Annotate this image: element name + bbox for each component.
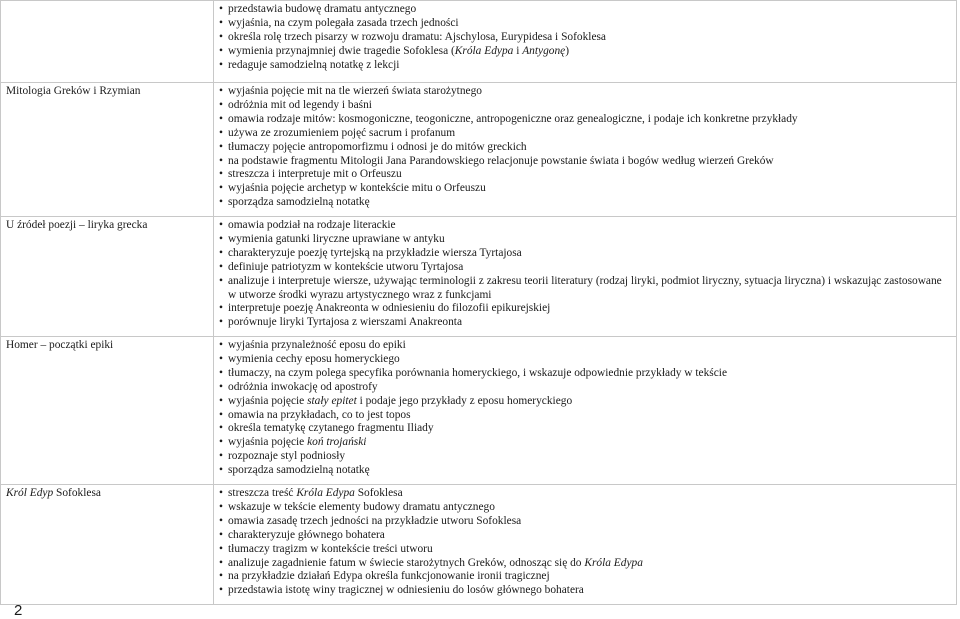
text-run: sporządza samodzielną notatkę (228, 196, 370, 209)
list-item (219, 543, 952, 557)
text-run: wymienia cechy eposu homeryckiego (228, 352, 400, 365)
table-row (1, 337, 957, 485)
text-run: tłumaczy pojęcie antropomorfizmu i odnosi je do mitów greckich (228, 140, 527, 153)
text-run: na podstawie fragmentu Mitologii Jana Parandowskiego relacjonuje powstanie świata i bogów według wierzeń Greków (228, 154, 774, 167)
italic-text: koń trojański (307, 436, 367, 449)
text-run: streszcza i interpretuje mit o Orfeuszu (228, 168, 402, 181)
list-item (219, 464, 952, 478)
list-item (219, 367, 952, 381)
text-run: omawia na przykładach, co to jest topos (228, 408, 411, 421)
text-run: i podaje jego przykłady z eposu homeryckiego (356, 394, 573, 407)
topic-cell (1, 337, 214, 485)
text-run: streszcza treść (228, 487, 297, 499)
text-run: redaguje samodzielną notatkę z lekcji (228, 58, 400, 71)
list-item (219, 515, 952, 529)
text-run: wymienia przynajmniej dwie tragedie Sofoklesa ( (228, 44, 455, 57)
list-item (219, 155, 952, 169)
topic-cell (1, 1, 214, 83)
text-run: wyjaśnia pojęcie archetyp w kontekście mitu o Orfeuszu (228, 182, 486, 195)
topic-cell (1, 485, 214, 605)
requirements-cell (214, 83, 957, 217)
list-item (219, 3, 952, 17)
text-run: Homer – początki epiki (6, 339, 114, 351)
list-item (219, 339, 952, 353)
text-run: analizuje i interpretuje wiersze, używając terminologii z zakresu teorii literatury (rodzaj liryki, podmiot liryczny, sytuacja liryczna) i wskazując zastosowane w utworze środki wyrazu artystycznego wraz z funkcjami (228, 274, 942, 301)
list-item (219, 99, 952, 113)
list-item (219, 395, 952, 409)
requirements-list (219, 3, 952, 73)
topic-cell (1, 217, 214, 337)
italic-text: Król Edyp (6, 487, 54, 499)
text-run: wyjaśnia pojęcie mit na tle wierzeń świata starożytnego (228, 85, 482, 97)
text-run: Sofoklesa (354, 487, 403, 499)
italic-text: Antygonę (522, 44, 566, 57)
list-item (219, 436, 952, 450)
text-run: określa rolę trzech pisarzy w rozwoju dramatu: Ajschylosa, Eurypidesa i Sofoklesa (228, 30, 606, 43)
text-run: charakteryzuje głównego bohatera (228, 528, 385, 541)
list-item (219, 127, 952, 141)
list-item (219, 219, 952, 233)
list-item (219, 168, 952, 182)
text-run: definiuje patriotyzm w kontekście utworu Tyrtajosa (228, 260, 464, 273)
text-run: ) (565, 44, 570, 57)
list-item (219, 17, 952, 31)
italic-text: Króla Edypa (296, 487, 355, 499)
list-item (219, 570, 952, 584)
list-item (219, 196, 952, 210)
text-run: przedstawia istotę winy tragicznej w odniesieniu do losów głównego bohatera (228, 584, 584, 597)
list-item (219, 275, 952, 303)
requirements-list (219, 85, 952, 210)
italic-text: Króla Edypa (454, 44, 514, 57)
italic-text: Króla Edypa (584, 556, 643, 569)
text-run: omawia rodzaje mitów: kosmogoniczne, teogoniczne, antropogeniczne oraz genealogiczne, i podaje ich konkretne przykłady (228, 112, 798, 125)
list-item (219, 409, 952, 423)
text-run: na przykładzie działań Edypa określa funkcjonowanie ironii tragicznej (228, 570, 550, 583)
list-item (219, 302, 952, 316)
list-item (219, 501, 952, 515)
list-item (219, 381, 952, 395)
requirements-list (219, 219, 952, 330)
text-run: U źródeł poezji – liryka grecka (6, 219, 148, 231)
text-run: interpretuje poezję Anakreonta w odniesieniu do filozofii epikurejskiej (228, 302, 551, 315)
list-item (219, 353, 952, 367)
text-run: przedstawia budowę dramatu antycznego (228, 3, 417, 15)
text-run: wskazuje w tekście elementy budowy dramatu antycznego (228, 500, 495, 513)
text-run: określa tematykę czytanego fragmentu Iliady (228, 422, 434, 435)
text-run: wyjaśnia pojęcie (228, 436, 308, 449)
requirements-list (219, 487, 952, 598)
text-run: odróżnia inwokację od apostrofy (228, 380, 378, 393)
table-row (1, 217, 957, 337)
text-run: tłumaczy, na czym polega specyfika porównania homeryckiego, i wskazuje odpowiednie przykłady w tekście (228, 366, 728, 379)
list-item (219, 529, 952, 543)
text-run: wyjaśnia pojęcie (228, 394, 308, 407)
text-run: omawia podział na rodzaje literackie (228, 219, 396, 231)
text-run: i (513, 44, 523, 57)
list-item (219, 113, 952, 127)
table-row (1, 485, 957, 605)
requirements-list (219, 339, 952, 478)
list-item (219, 450, 952, 464)
text-run: odróżnia mit od legendy i baśni (228, 98, 372, 111)
list-item (219, 557, 952, 571)
text-run: rozpoznaje styl podniosły (228, 450, 346, 463)
list-item (219, 261, 952, 275)
requirements-cell (214, 337, 957, 485)
text-run: sporządza samodzielną notatkę (228, 464, 370, 477)
list-item (219, 59, 952, 73)
text-run: Sofoklesa (53, 487, 101, 499)
italic-text: stały epitet (307, 394, 357, 407)
list-item (219, 487, 952, 501)
list-item (219, 233, 952, 247)
text-run: wyjaśnia, na czym polegała zasada trzech jedności (228, 16, 459, 29)
text-run: Mitologia Greków i Rzymian (6, 85, 141, 97)
table-row (1, 1, 957, 83)
text-run: wyjaśnia przynależność eposu do epiki (228, 339, 406, 351)
list-item (219, 45, 952, 59)
table-row (1, 83, 957, 217)
list-item (219, 247, 952, 261)
list-item (219, 141, 952, 155)
requirements-cell (214, 217, 957, 337)
text-run: używa ze zrozumieniem pojęć sacrum i profanum (228, 126, 456, 139)
topic-cell (1, 83, 214, 217)
list-item (219, 316, 952, 330)
text-run: porównuje liryki Tyrtajosa z wierszami Anakreonta (228, 316, 463, 329)
list-item (219, 85, 952, 99)
text-run: wymienia gatunki liryczne uprawiane w antyku (228, 232, 445, 245)
text-run: analizuje zagadnienie fatum w świecie starożytnych Greków, odnosząc się do (228, 556, 585, 569)
list-item (219, 584, 952, 598)
text-run: omawia zasadę trzech jedności na przykładzie utworu Sofoklesa (228, 514, 522, 527)
list-item (219, 31, 952, 45)
requirements-cell (214, 485, 957, 605)
list-item (219, 422, 952, 436)
page-number: 2 (14, 602, 23, 619)
text-run: tłumaczy tragizm w kontekście treści utworu (228, 542, 433, 555)
requirements-cell (214, 1, 957, 83)
list-item (219, 182, 952, 196)
text-run: charakteryzuje poezję tyrtejską na przykładzie wiersza Tyrtajosa (228, 246, 522, 259)
